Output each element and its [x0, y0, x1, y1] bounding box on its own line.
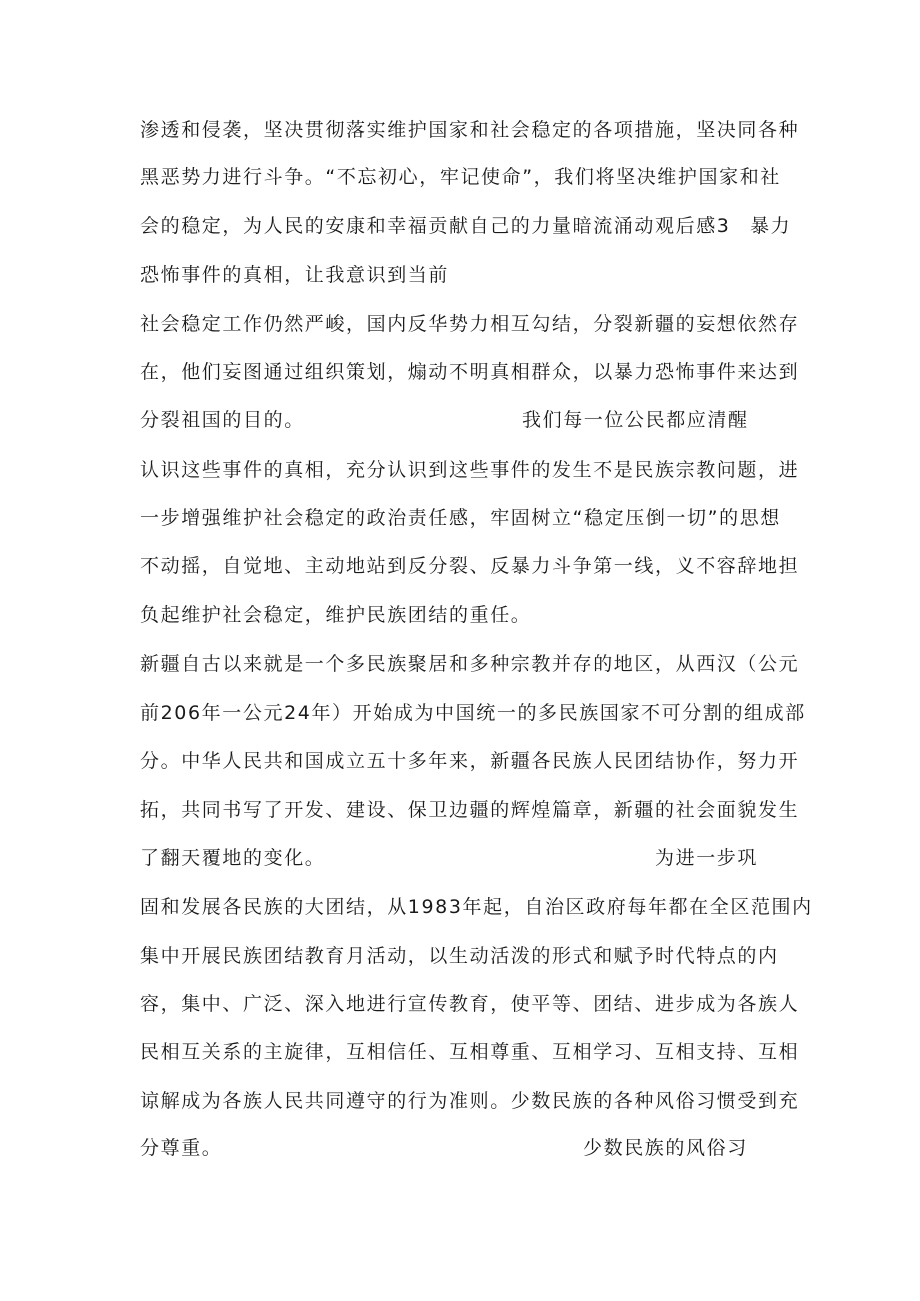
text-segment: 拓，共同书写了开发、建设、保卫边疆的辉煌篇章，新疆的社会面貌发生 — [140, 799, 800, 821]
text-segment: 会的稳定，为人民的安康和幸福贡献自己的力量暗流涌动观后感3 — [140, 215, 731, 237]
text-line-3 — [140, 211, 800, 241]
text-segment: 社会稳定工作仍然严峻，国内反华势力相互勾结，分裂新疆的妄想依然存 — [140, 313, 800, 335]
text-line-11 — [140, 600, 800, 630]
text-segment: 负起维护社会稳定，维护民族团结的重任。 — [140, 604, 532, 626]
text-line-9 — [140, 503, 800, 533]
text-segment: 渗透和侵袭，坚决贯彻落实维护国家和社会稳定的各项措施，坚决同各种 — [140, 119, 800, 141]
text-line-14 — [140, 746, 800, 776]
text-line-19 — [140, 989, 800, 1019]
text-segment: 分尊重。 — [140, 1137, 223, 1159]
text-line-6 — [140, 357, 800, 387]
text-line-22 — [140, 1133, 800, 1163]
text-segment: 分裂祖国的目的。 — [140, 409, 305, 431]
text-segment: 固和发展各民族的大团结，从1983年起，自治区政府每年都在全区范围内 — [140, 896, 813, 918]
text-line-4 — [140, 260, 800, 290]
text-segment: 容，集中、广泛、深入地进行宣传教育，使平等、团结、进步成为各族人 — [140, 993, 800, 1015]
text-segment: 民相互关系的主旋律，互相信任、互相尊重、互相学习、互相支持、互相 — [140, 1041, 800, 1063]
text-line-18 — [140, 941, 800, 971]
text-segment: 我们每一位公民都应清醒 — [522, 409, 749, 431]
text-segment: 集中开展民族团结教育月活动，以生动活泼的形式和赋予时代特点的内 — [140, 945, 779, 967]
text-segment: 少数民族的风俗习 — [583, 1137, 748, 1159]
text-segment: 新疆自古以来就是一个多民族聚居和多种宗教并存的地区，从西汉（公元 — [140, 653, 800, 675]
text-segment: 恐怖事件的真相，让我意识到当前 — [140, 264, 450, 286]
text-segment: 为进一步巩 — [655, 847, 759, 869]
text-line-15 — [140, 795, 800, 825]
text-line-17 — [140, 892, 813, 922]
text-line-12 — [140, 649, 800, 679]
text-line-13 — [140, 698, 806, 728]
text-line-8 — [140, 455, 800, 485]
text-line-16 — [140, 843, 800, 873]
text-line-1 — [140, 115, 800, 145]
text-segment: 一步增强维护社会稳定的政治责任感，牢固树立“稳定压倒一切”的思想 — [140, 507, 781, 529]
text-segment: 在，他们妄图通过组织策划，煽动不明真相群众，以暴力恐怖事件来达到 — [140, 361, 800, 383]
text-line-7 — [140, 405, 800, 435]
text-segment: 了翻天覆地的变化。 — [140, 847, 326, 869]
text-segment: 认识这些事件的真相，充分认识到这些事件的发生不是民族宗教问题，进 — [140, 459, 800, 481]
text-segment: 分。中华人民共和国成立五十多年来，新疆各民族人民团结协作，努力开 — [140, 750, 800, 772]
text-segment: 不动摇，自觉地、主动地站到反分裂、反暴力斗争第一线，义不容辞地担 — [140, 555, 800, 577]
text-line-10 — [140, 551, 800, 581]
text-segment: 谅解成为各族人民共同遵守的行为准则。少数民族的各种风俗习惯受到充 — [140, 1090, 800, 1112]
text-line-21 — [140, 1086, 800, 1116]
text-line-2 — [140, 162, 800, 192]
text-segment: 前206年一公元24年）开始成为中国统一的多民族国家不可分割的组成部 — [140, 702, 806, 724]
text-line-5 — [140, 309, 800, 339]
text-line-20 — [140, 1037, 800, 1067]
text-segment: 暴力 — [750, 215, 792, 237]
text-segment: 黑恶势力进行斗争。“不忘初心，牢记使命”，我们将坚决维护国家和社 — [140, 166, 781, 188]
